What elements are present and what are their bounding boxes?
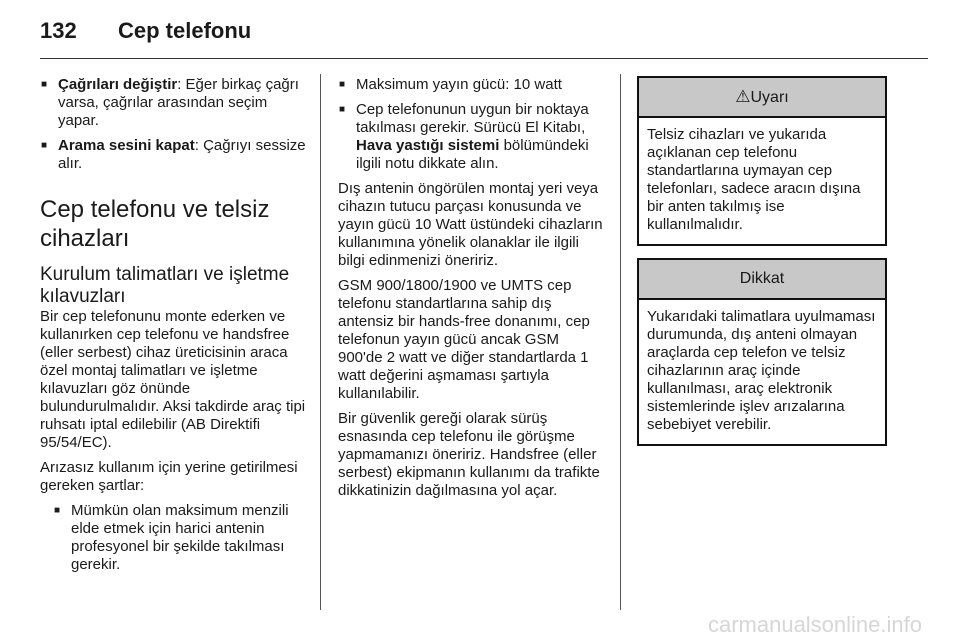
header-divider [40, 58, 928, 59]
right-column [637, 76, 887, 446]
list-item [40, 137, 306, 173]
paragraph: Bir güvenlik gereği olarak sürüş esnasında cep telefonu ile görüşme yapmamanızı öneririz. Handsfree (eller serbest) ekipmanın kullanımı da trafikte dikkatinizin dağılmasına yol açar. [338, 410, 600, 499]
paragraph: Dış antenin öngörülen montaj yeri veya cihazın tutucu parçası konusunda ve yayın gücü 10 Watt üstündeki cihazların kullanımına yönelik olanaklar ile ilgili bilgi edinmenizi öneririz. [338, 180, 603, 269]
chapter-title: Cep telefonu [118, 18, 252, 43]
warning-box-header [639, 78, 885, 118]
bullet-bold-term: Çağrıları değiştir [58, 76, 178, 93]
bullet-bold-term: Hava yastığı sistemi [356, 137, 500, 154]
list-item: ■ Maksimum yayın gücü: 10 watt [338, 76, 606, 94]
paragraph: Arızasız kullanım için yerine getirilmesi gereken şartlar: [40, 459, 298, 494]
caution-box-body: Yukarıdaki talimatlara uyulmaması durumunda, dış anteni olmayan araçlarda cep telefon ve telsiz cihazlarının araç içinde kullanılması, araç elektronik sistemlerinde işlev arızalarına sebebiyet verebilir. [647, 308, 876, 433]
warning-triangle-icon: ⚠ [735, 87, 751, 106]
warning-box [637, 76, 887, 246]
subsection-title: Kurulum talimatları ve işletme kılavuzları [40, 264, 290, 307]
bullet-bold-term: Arama sesini kapat [58, 137, 195, 154]
caution-box-title: Dikkat [739, 270, 785, 287]
watermark: carmanualsonline.info [707, 612, 922, 637]
section-title: Cep telefonu ve telsiz cihazları [40, 196, 270, 252]
paragraph: GSM 900/1800/1900 ve UMTS cep telefonu standartlarına sahip dış antensiz bir hands-free donanımı, cep telefonun yayın gücü ancak GSM 900'de 2 watt ve diğer standartlarda 1 watt değerini aşmaması şartıyla kullanılabilir. [338, 277, 590, 402]
bullet-text: bölümündeki ilgili notu dikkate alın. [356, 137, 589, 172]
paragraph: Bir cep telefonunu monte ederken ve kullanırken cep telefonu ve handsfree (eller serbest) cihaz üreticisinin araca özel montaj talimatları ve işletme kılavuzları göz önünde bulundurulmalıdır. Aksi takdirde araç tipi ruhsatı iptal edilebilir (AB Direktifi 95/54/EC). [40, 308, 306, 451]
bullet-text: : Çağrıyı sessize alır. [58, 137, 306, 172]
warning-box-body: Telsiz cihazları ve yukarıda açıklanan cep telefonu standartlarına uymayan cep telefonları, sadece aracın dışına bir anten takılmış ise kullanılmalıdır. [647, 126, 861, 233]
bullet-text: Cep telefonunun uygun bir noktaya takılması gerekir. Sürücü El Kitabı, [356, 101, 589, 136]
caution-box [637, 258, 887, 446]
page-number: 132 [40, 18, 77, 43]
warning-box-title: Uyarı [750, 89, 789, 106]
column-divider-1 [320, 74, 321, 610]
middle-column [338, 76, 606, 507]
column-divider-2 [620, 74, 621, 610]
page-header [40, 18, 930, 48]
list-item: ■ Mümkün olan maksimum menzili elde etmek için harici antenin profesyonel bir şekilde takılması gerekir. [53, 502, 306, 574]
bullet-text: : Eğer birkaç çağrı varsa, çağrılar arasından seçim yapar. [58, 76, 299, 129]
list-item [338, 101, 606, 173]
caution-box-header [639, 260, 885, 300]
left-column [40, 76, 306, 581]
list-item [40, 76, 306, 130]
